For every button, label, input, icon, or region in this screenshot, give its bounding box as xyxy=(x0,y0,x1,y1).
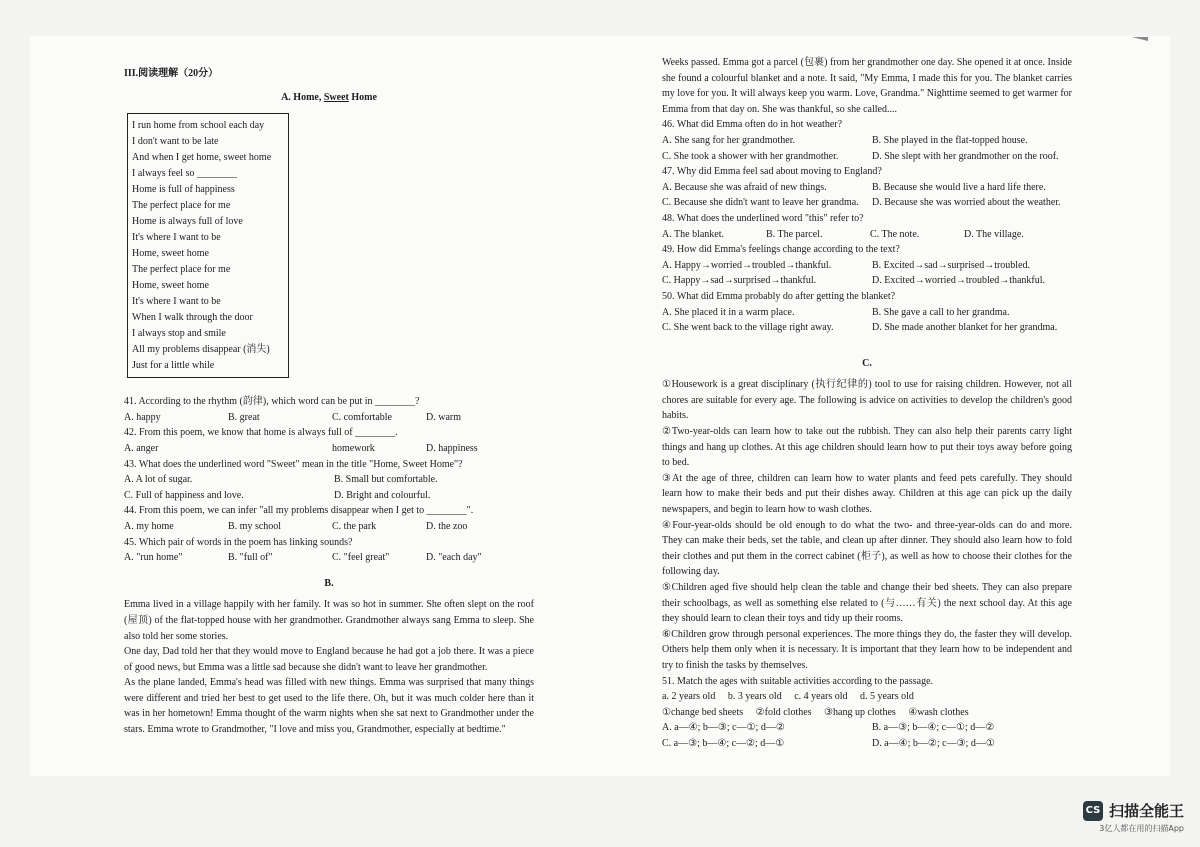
option: C. comfortable xyxy=(332,411,392,423)
option: A. my home xyxy=(124,520,174,532)
option xyxy=(228,441,332,457)
poem-line: It's where I want to be xyxy=(132,232,221,244)
options-row xyxy=(124,441,534,457)
passage-c xyxy=(662,377,1072,673)
question-stem: 44. From this poem, we can infer "all my problems disappear when I get to ________". xyxy=(124,505,474,517)
option: B. The parcel. xyxy=(766,228,823,240)
poem-box xyxy=(127,113,289,378)
options-row xyxy=(124,488,534,504)
option: A. "run home" xyxy=(124,552,183,564)
questions-46-50 xyxy=(662,117,1072,335)
brand-name: 扫描全能王 xyxy=(1108,802,1184,820)
questions-41-45 xyxy=(124,394,534,566)
passage-paragraph: ④Four-year-olds should be old enough to do what the two- and three-year-olds can do and more. They can make their beds, set the table, and clean up after dinner. They should also learn how to fold their clothes and put them in the correct cabinet (柜子), as well as how to choose their clothes for the following day. xyxy=(662,519,1072,578)
poem-line: I always feel so ________ xyxy=(132,168,237,180)
option: D. "each day" xyxy=(426,552,482,564)
poem-line: And when I get home, sweet home xyxy=(132,152,272,164)
option: D. She made another blanket for her grandma. xyxy=(872,322,1058,334)
poem-line: Home is always full of love xyxy=(132,216,243,228)
poem-title xyxy=(124,90,534,106)
question-51-ages: a. 2 years old b. 3 years old c. 4 years old d. 5 years old xyxy=(662,691,914,703)
passage-paragraph: One day, Dad told her that they would move to England because he had got a job there. It was a piece of good news, but Emma was a little sad because she didn't want to leave her grandmother. xyxy=(124,646,534,673)
question-stem: 46. What did Emma often do in hot weather? xyxy=(662,119,843,131)
passage-b xyxy=(124,597,534,737)
options-row xyxy=(662,133,1072,149)
option: B. Excited→sad→surprised→troubled. xyxy=(872,259,1031,271)
option: D. the zoo xyxy=(426,520,468,532)
question-stem: 48. What does the underlined word "this" refer to? xyxy=(662,212,864,224)
question-stem: 43. What does the underlined word "Sweet" mean in the title "Home, Sweet Home"? xyxy=(124,458,463,470)
option: B. She played in the flat-topped house. xyxy=(872,134,1028,146)
question-stem: 47. Why did Emma feel sad about moving to England? xyxy=(662,166,882,178)
option: C. She went back to the village right away. xyxy=(662,322,834,334)
poem-title-prefix: A. Home, xyxy=(281,91,324,103)
option: C. Full of happiness and love. xyxy=(124,489,244,501)
question-51-activities: ①change bed sheets ②fold clothes ③hang up clothes ④wash clothes xyxy=(662,706,969,718)
poem-line: I always stop and smile xyxy=(132,328,226,340)
options-row xyxy=(662,736,1072,752)
option: A. anger xyxy=(124,442,159,454)
options-row xyxy=(662,180,1072,196)
poem-line: The perfect place for me xyxy=(132,264,231,276)
question-51: 51. Match the ages with suitable activities according to the passage. xyxy=(662,675,934,687)
passage-paragraph: Emma lived in a village happily with her family. It was so hot in summer. She often slept on the roof (屋顶) of the flat-topped house with her grandmother. Grandmother always sang Emma to sleep. She also told her some stories. xyxy=(124,599,534,642)
option: C. the park xyxy=(332,520,377,532)
poem-line: Home, sweet home xyxy=(132,248,209,260)
option: D. a—④; b—②; c—③; d—① xyxy=(872,737,995,749)
options-row xyxy=(124,550,534,566)
passage-paragraph: ⑤Children aged five should help clean the table and change their bed sheets. They can also prepare their schoolbags, as well as something else related to (与……有关) the next school day. At this age they should learn to clean their toys and tidy up their rooms. xyxy=(662,582,1072,625)
scanner-watermark xyxy=(1083,800,1184,834)
poem-title-suffix: Home xyxy=(348,91,377,103)
option: C. "feel great" xyxy=(332,552,390,564)
poem-line: All my problems disappear (消失) xyxy=(132,344,270,356)
left-page xyxy=(124,66,534,738)
passage-paragraph: ⑥Children grow through personal experiences. The more things they do, the faster they will develop. Others help them only when it is necessary. It is important that they learn how to be independent and try to finish the tasks by themselves. xyxy=(662,628,1072,671)
poem-line: The perfect place for me xyxy=(132,200,231,212)
option: D. Excited→worried→troubled→thankful. xyxy=(872,275,1046,287)
section-c-title: C. xyxy=(862,357,872,369)
options-row xyxy=(662,258,1072,274)
options-row xyxy=(662,195,1072,211)
question-51-options xyxy=(662,720,1072,751)
option: D. Bright and colourful. xyxy=(334,489,431,501)
camscanner-logo-icon: CS xyxy=(1083,801,1103,821)
option: C. Happy→sad→surprised→thankful. xyxy=(662,275,817,287)
option: homework xyxy=(332,442,375,454)
options-row xyxy=(124,519,534,535)
option: C. The note. xyxy=(870,228,920,240)
option: B. Small but comfortable. xyxy=(334,474,438,486)
right-page xyxy=(662,55,1072,752)
option: D. Because she was worried about the weather. xyxy=(872,197,1061,209)
section-header: III.阅读理解（20分） xyxy=(124,68,219,79)
question-stem: 49. How did Emma's feelings change according to the text? xyxy=(662,244,900,256)
question-stem: 41. According to the rhythm (韵律), which word can be put in ________? xyxy=(124,396,420,408)
option: A. She placed it in a warm place. xyxy=(662,306,795,318)
option: A. Happy→worried→troubled→thankful. xyxy=(662,259,832,271)
passage-paragraph: ③At the age of three, children can learn how to water plants and feed pets carefully. They should learn how to make their beds and put their dishes away. Children at this age can pick up the daily newspapers, and begin to learn how to wash clothes. xyxy=(662,472,1072,516)
option: B. She gave a call to her grandma. xyxy=(872,306,1010,318)
option: C. She took a shower with her grandmother. xyxy=(662,150,839,162)
section-b-title: B. xyxy=(324,577,334,589)
option: A. A lot of sugar. xyxy=(124,474,193,486)
option: B. a—③; b—④; c—①; d—② xyxy=(872,722,995,734)
options-row xyxy=(662,273,1072,289)
passage-paragraph: ①Housework is a great disciplinary (执行纪律的) tool to use for raising children. However, not all chores are suitable for every age. The following is advice on activities to develop the children's good habits. xyxy=(662,379,1072,422)
poem-line: It's where I want to be xyxy=(132,296,221,308)
option: D. happiness xyxy=(426,442,478,454)
corner-mark xyxy=(1132,37,1148,41)
options-row xyxy=(662,720,1072,736)
option: D. She slept with her grandmother on the roof. xyxy=(872,150,1059,162)
options-row xyxy=(662,227,1072,243)
options-row xyxy=(662,149,1072,165)
poem-line: Home, sweet home xyxy=(132,280,209,292)
question-stem: 42. From this poem, we know that home is always full of ________. xyxy=(124,427,398,439)
option: D. The village. xyxy=(964,228,1024,240)
options-row xyxy=(124,472,534,488)
option: A. The blanket. xyxy=(662,228,725,240)
option: B. great xyxy=(228,411,260,423)
options-row xyxy=(662,305,1072,321)
options-row xyxy=(662,320,1072,336)
poem-title-underlined: Sweet xyxy=(323,91,349,103)
poem-line: Just for a little while xyxy=(132,360,215,372)
option: A. She sang for her grandmother. xyxy=(662,134,796,146)
question-stem: 50. What did Emma probably do after getting the blanket? xyxy=(662,290,896,302)
option: B. "full of" xyxy=(228,552,273,564)
poem-line: I run home from school each day xyxy=(132,120,265,132)
option: A. happy xyxy=(124,411,161,423)
option: A. a—④; b—③; c—①; d—② xyxy=(662,722,785,734)
option: D. warm xyxy=(426,411,461,423)
passage-b-continued: Weeks passed. Emma got a parcel (包裹) from her grandmother one day. She opened it at once. Inside she found a colourful blanket and a note. It said, "My Emma, I made this for you. The blanket carries my love for you. It will always keep you warm. Love, Grandma." Nighttime seemed to get warmer for Emma from that day on. She was thankful, so she called.... xyxy=(662,57,1072,115)
poem-line: Home is full of happiness xyxy=(132,184,235,196)
poem-line: I don't want to be late xyxy=(132,136,219,148)
option: B. my school xyxy=(228,520,282,532)
option: C. a—③; b—④; c—②; d—① xyxy=(662,737,785,749)
option: C. Because she didn't want to leave her grandma. xyxy=(662,197,859,209)
option: A. Because she was afraid of new things. xyxy=(662,181,827,193)
poem-line: When I walk through the door xyxy=(132,312,253,324)
question-stem: 45. Which pair of words in the poem has linking sounds? xyxy=(124,536,353,548)
passage-paragraph: As the plane landed, Emma's head was filled with new things. Emma was surprised that many things were different and tried her best to get used to the life there. Oh, but it was much colder here than it was in her hometown! Emma thought of the warm nights when she sat next to Grandmother under the stars. Emma wrote to Grandmother, "I love and miss you, Grandmother, especially at bedtime." xyxy=(124,677,534,736)
passage-paragraph: ②Two-year-olds can learn how to take out the rubbish. They can also help their parents carry light things and hang up clothes. At this age children should learn how to put their toys away before going to bed. xyxy=(662,426,1072,469)
option: B. Because she would live a hard life there. xyxy=(872,181,1046,193)
brand-tagline: 3亿人都在用的扫描App xyxy=(1099,824,1184,833)
options-row xyxy=(124,410,534,426)
